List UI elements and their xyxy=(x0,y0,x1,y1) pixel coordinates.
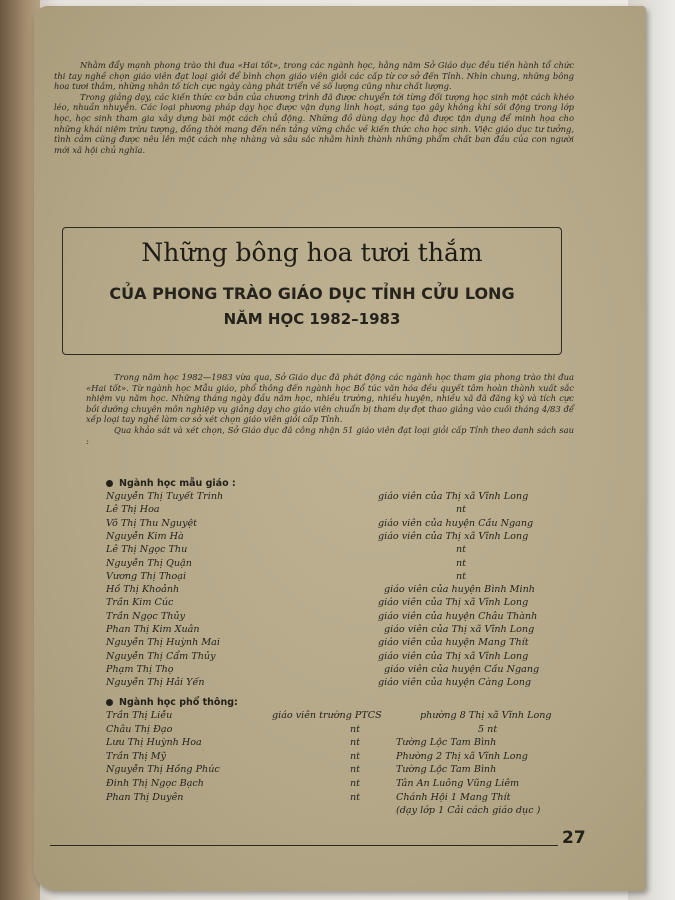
body-text xyxy=(86,372,574,446)
teacher-workplace: 5 nt xyxy=(478,723,498,735)
teacher-workplace: giáo viên của Thị xã Vĩnh Long xyxy=(378,597,529,609)
teacher-name: Trần Thị Liễu xyxy=(106,710,173,721)
teacher-name: Nguyễn Thị Quận xyxy=(106,557,192,569)
body-paragraph: Qua khảo sát và xét chọn, Sở Giáo dục đã công nhận 51 giáo viên đạt loại giỏi cấp Tỉnh theo danh sách sau : xyxy=(86,424,574,446)
teacher-name: Hồ Thị Khoảnh xyxy=(106,584,180,596)
list-item xyxy=(106,778,566,790)
teacher-name: Phan Thị Duyên xyxy=(106,791,184,803)
teacher-workplace: giáo viên của huyện Bình Minh xyxy=(384,584,535,596)
teacher-name: Vương Thị Thoại xyxy=(106,570,187,582)
list-item xyxy=(106,597,566,609)
bullet-icon xyxy=(106,480,113,487)
teacher-workplace: Tân An Luông Vũng Liêm xyxy=(396,778,520,789)
teacher-workplace: Phường 2 Thị xã Vĩnh Long xyxy=(396,750,528,762)
teacher-name: Trần Ngọc Thủy xyxy=(106,610,186,622)
teacher-workplace: (dạy lớp 1 Cải cách giáo dục ) xyxy=(396,805,541,817)
teacher-name: Nguyễn Thị Tuyết Trinh xyxy=(106,491,224,502)
teacher-role: nt xyxy=(350,750,361,762)
teacher-workplace: giáo viên của huyện Cầu Ngang xyxy=(384,663,540,675)
list-item xyxy=(106,805,566,817)
list-item xyxy=(106,724,566,736)
teacher-workplace: giáo viên của huyện Càng Long xyxy=(378,677,532,689)
teacher-name: Đinh Thị Ngọc Bạch xyxy=(106,778,204,789)
teacher-workplace: Chánh Hội 1 Mang Thít xyxy=(396,791,511,803)
list-item xyxy=(106,544,566,556)
teacher-name: Trần Kim Cúc xyxy=(106,597,174,609)
footer-rule xyxy=(50,845,558,846)
teacher-workplace: giáo viên của Thị xã Vĩnh Long xyxy=(384,624,535,635)
article-subtitle: CỦA PHONG TRÀO GIÁO DỤC TỈNH CỬU LONG xyxy=(109,284,515,303)
teacher-name: Lê Thị Hoa xyxy=(106,504,160,516)
list-item xyxy=(106,764,566,776)
teacher-workplace: giáo viên của huyện Châu Thành xyxy=(378,610,538,622)
teacher-role: nt xyxy=(350,737,361,749)
teacher-workplace: nt xyxy=(456,544,467,556)
teacher-name: Châu Thị Đạo xyxy=(106,723,173,735)
list-item xyxy=(106,751,566,763)
teacher-workplace: giáo viên của Thị xã Vĩnh Long xyxy=(378,530,529,542)
list-item xyxy=(106,624,566,636)
teacher-name: Nguyễn Thị Cẩm Thủy xyxy=(106,650,216,662)
list-item xyxy=(106,611,566,623)
teacher-role: giáo viên trường PTCS xyxy=(272,710,382,721)
section-heading-pho-thong: Ngành học phổ thông: xyxy=(106,697,238,708)
teacher-workplace: phường 8 Thị xã Vĩnh Long xyxy=(420,710,552,721)
teacher-role: nt xyxy=(350,791,361,803)
list-item xyxy=(106,677,566,689)
list-item xyxy=(106,737,566,749)
intro-paragraph: Nhằm đẩy mạnh phong trào thi đua «Hai tốt», trong các ngành học, hằng năm Sở Giáo dục đều tiến hành tổ chức thi tay nghề chọn giáo viên đạt loại giỏi để bình chọn giáo viên giỏi các cấp từ cơ sở đến Tỉnh. Nhìn chung, những bông hoa tươi thắm, những nhân tố tích cực ngày càng phát triển về số lượng cũng như chất lượng. xyxy=(54,60,574,92)
title-box xyxy=(62,227,562,355)
list-item xyxy=(106,584,566,596)
teacher-name: Trần Thị Mỹ xyxy=(106,750,167,762)
teacher-workplace: giáo viên của huyện Cầu Ngang xyxy=(378,517,534,529)
list-item xyxy=(106,518,566,530)
teacher-workplace: giáo viên của huyện Mang Thít xyxy=(378,637,529,649)
teacher-role: nt xyxy=(350,723,361,735)
list-item xyxy=(106,571,566,583)
teacher-role: nt xyxy=(350,778,361,789)
intro-text xyxy=(54,60,574,155)
page-number: 27 xyxy=(562,828,586,848)
list-item xyxy=(106,651,566,663)
intro-paragraph: Trong giảng dạy, các kiến thức cơ bản của chương trình đã được chuyển tới từng đối tượng học sinh một cách khéo léo, nhuần nhuyễn. Các loại phương pháp dạy học được vận dụng linh hoạt, sáng tạo gây không khí sôi động trong lớp học, học sinh tham gia xây dựng bài một cách chủ động. Những đồ dùng dạy học đã được tận dụng để minh họa cho những khái niệm trừu tượng, đồng thời mang đến nền tảng vững chắc về kiến thức cho học sinh. Việc giáo dục tư tưởng, tình cảm cũng được nêu lên một cách nhẹ nhàng và sâu sắc nhằm hình thành những phẩm chất ban đầu của con người mới xã hội chủ nghĩa. xyxy=(54,91,574,155)
teacher-workplace: Tường Lộc Tam Bình xyxy=(396,737,497,749)
teacher-name: Lưu Thị Huỳnh Hoa xyxy=(106,737,202,749)
teacher-workplace: nt xyxy=(456,504,467,516)
list-item xyxy=(106,491,566,503)
list-item xyxy=(106,531,566,543)
teacher-workplace: giáo viên của Thị xã Vĩnh Long xyxy=(378,491,529,502)
bullet-icon xyxy=(106,699,113,706)
teacher-workplace: giáo viên của Thị xã Vĩnh Long xyxy=(378,650,529,662)
list-item xyxy=(106,710,566,722)
list-item xyxy=(106,504,566,516)
teacher-name: Nguyễn Thị Hồng Phúc xyxy=(106,764,220,776)
list-item xyxy=(106,664,566,676)
teacher-workplace: nt xyxy=(456,570,467,582)
list-item xyxy=(106,637,566,649)
list-item xyxy=(106,792,566,804)
teacher-name: Nguyễn Thị Huỳnh Mai xyxy=(106,637,220,649)
section-heading-mau-giao: Ngành học mẫu giáo : xyxy=(106,478,236,489)
teacher-name: Võ Thị Thu Nguyệt xyxy=(106,517,198,529)
teacher-name: Lê Thị Ngọc Thu xyxy=(106,544,188,556)
teacher-name: Phạm Thị Thọ xyxy=(106,663,174,675)
teacher-workplace: Tường Lộc Tam Bình xyxy=(396,764,497,776)
list-item xyxy=(106,558,566,570)
teacher-name: Nguyễn Thị Hải Yến xyxy=(106,677,205,689)
teacher-role: nt xyxy=(350,764,361,776)
teacher-workplace: nt xyxy=(456,557,467,569)
article-title: Những bông hoa tươi thắm xyxy=(141,238,483,267)
teacher-name: Phan Thị Kim Xuân xyxy=(106,624,200,635)
teacher-name: Nguyễn Kim Hà xyxy=(106,530,184,542)
article-year: NĂM HỌC 1982–1983 xyxy=(223,310,401,328)
body-paragraph: Trong năm học 1982—1983 vừa qua, Sở Giáo dục đã phát động các ngành học tham gia phong trào thi đua «Hai tốt». Từ ngành học Mẫu giáo, phổ thông đến ngành học Bổ túc văn hóa đều quyết tâm hoàn thành xuất sắc nhiệm vụ năm học. Những tháng ngày đầu năm học, nhiều trường, nhiều huyện, nhiều xã đã đăng ký và tích cực bồi dưỡng chuyên môn nghiệp vụ giảng dạy cho giáo viên chuẩn bị tham dự đợt thao giảng vào cuối tháng 4/83 để xếp loại tay nghề làm cơ sở xét chọn giáo viên giỏi cấp Tỉnh. xyxy=(86,372,574,425)
